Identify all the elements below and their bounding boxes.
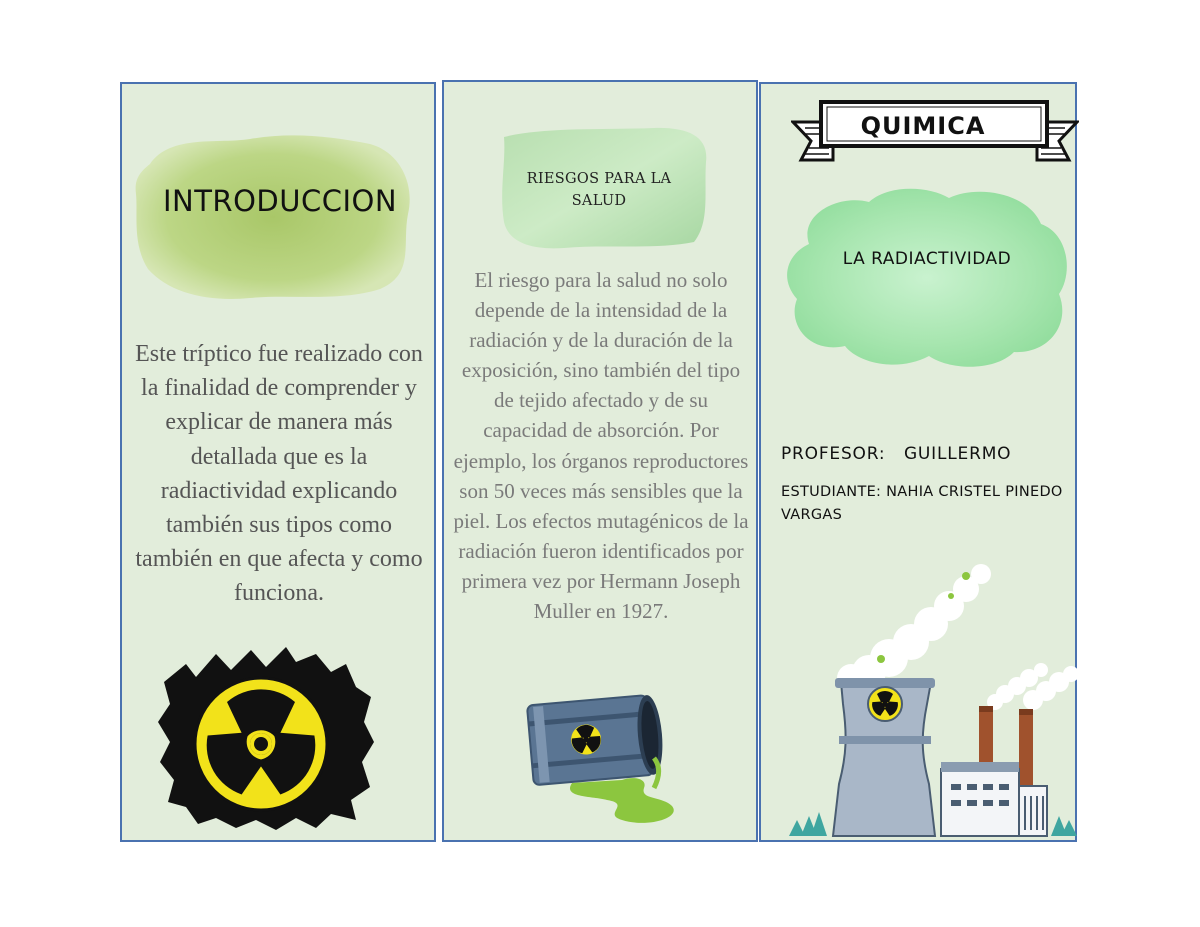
banner-title: QUIMICA [860,112,986,140]
student-label: ESTUDIANTE: NAHIA CRISTEL PINEDO VARGAS [781,484,1063,523]
panel-portada [759,82,1077,842]
radiation-hazard-icon [156,642,376,832]
panel-introduccion [120,82,436,842]
risks-title: RIESGOS PARA LA SALUD [526,171,672,209]
professor-label: PROFESOR: GUILLERMO [781,444,1012,464]
risks-body: El riesgo para la salud no solo depende de la intensidad de la radiación y de la duración de la exposición, sino también del tipo de tejido afectado y de su capacidad de absorción. Por ejemplo, los órganos reproductores son 50 veces más sensibles que la piel. Los efectos mutagénicos de la radiación fueron identificados por primera vez por Hermann Joseph Muller en 1927. [453,268,749,624]
topic-title: LA RADIACTIVIDAD [842,249,1012,269]
toxic-barrel-icon [522,688,692,838]
panel-riesgos [442,80,758,842]
nuclear-plant-icon [771,554,1077,842]
intro-body: Este tríptico fue realizado con la finalidad de comprender y explicar de manera más detallada que es la radiactividad explicando también sus tipos como también en que afecta y como funciona. [135,341,423,607]
mint-cloud-blob [779,184,1075,374]
intro-title: INTRODUCCION [162,184,398,218]
